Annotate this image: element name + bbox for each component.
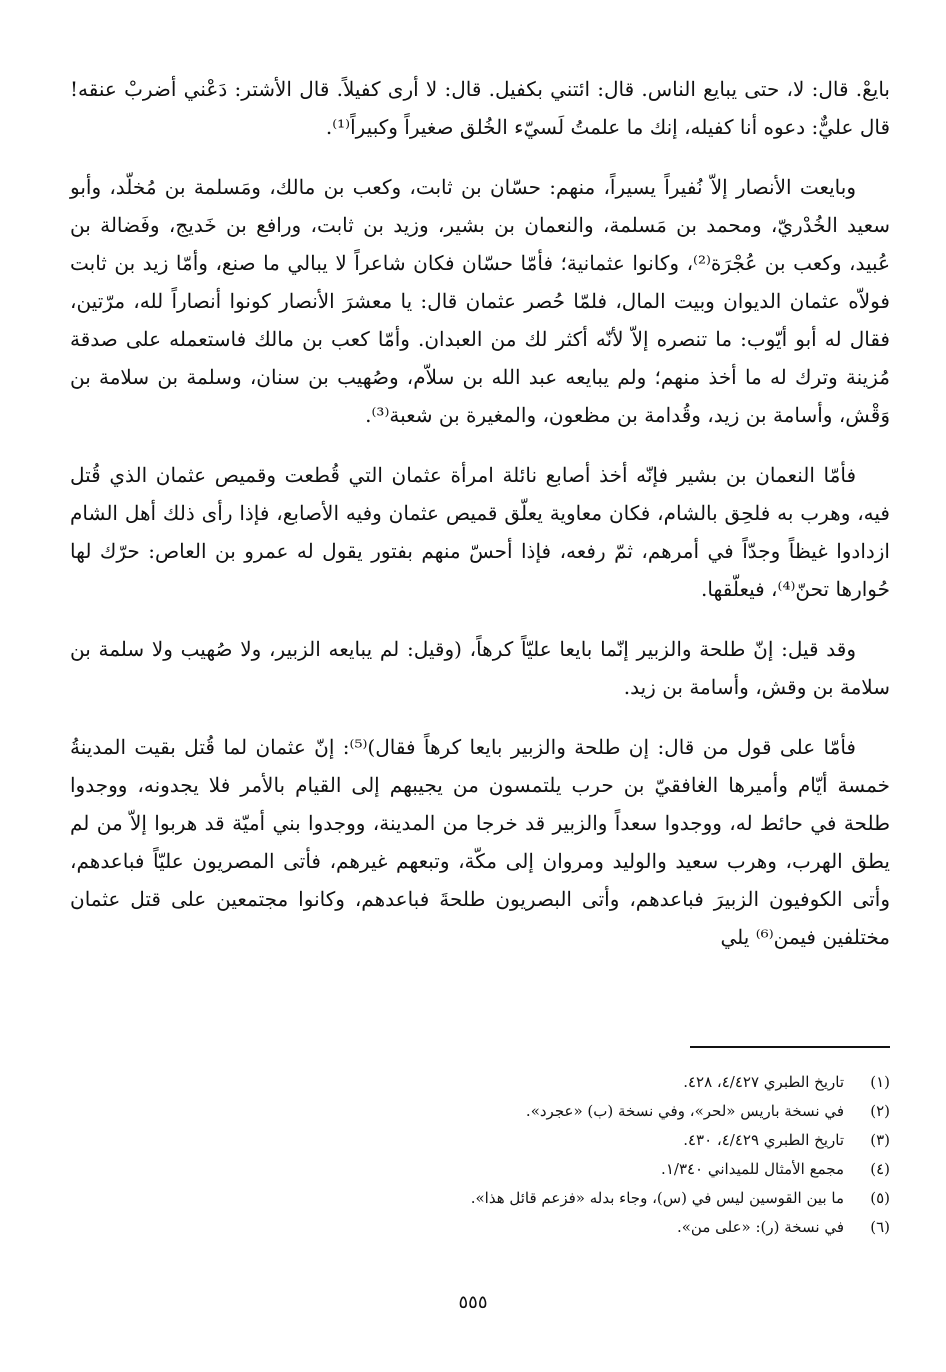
paragraph-1: بايعْ. قال: لا، حتى يبايع الناس. قال: ائتني بكفيل. قال: لا أرى كفيلاً. قال الأشتر: دَعْني أضربْ عنقه! قال عليٌّ: دعوه أنا كفيله، إنك ما علمتُ لَسيّء الخُلق صغيراً وكبيراً⁽¹⁾. [70,77,890,139]
footnote-number: (١) [870,1073,890,1091]
footnote-text: في نسخة باريس «لحر»، وفي نسخة (ب) «عجرد». [525,1102,844,1120]
footnote-number: (٣) [870,1131,890,1149]
paragraph-3: فأمّا النعمان بن بشير فإنّه أخذ أصابع نائلة امرأة عثمان التي قُطعت وقميص عثمان الذي قُتل فيه، وهرب به فلحِق بالشام، فكان معاوية يعلّق قميص عثمان وفيه الأصابع، فإذا رأى ذلك أهل الشام ازدادوا غيظاً وجدّاً في أمرهم، ثمّ رفعه، فإذا أحسّ منهم بفتور يقول له عمرو بن العاص: حرّك لها حُوارها تحنّ⁽⁴⁾، فيعلّقها. [70,463,890,601]
footnote-item [130,1126,890,1155]
footnote-number: (٦) [870,1218,890,1236]
footnote-text: تاريخ الطبري ٤/٤٢٩، ٤٣٠. [683,1131,844,1149]
footnote-number: (٥) [870,1189,890,1207]
footnote-number: (٤) [870,1160,890,1178]
paragraph-5: فأمّا على قول من قال: إن طلحة والزبير بايعا كرهاً فقال)⁽⁵⁾: إنّ عثمان لما قُتل بقيت المدينةُ خمسة أيّام وأميرها الغافقيّ بن حرب يلتمسون من يجيبهم إلى القيام بالأمر فلا يجدونه، ووجدوا طلحة في حائط له، ووجدوا سعداً والزبير قد خرجا من المدينة، ووجدوا بني أميّة قد هربوا إلاّ من لم يطق الهرب، وهرب سعيد والوليد ومروان إلى مكّة، وتبعهم غيرهم، فأتى المصريون عليّاً فباعدهم، وأتى الكوفيون الزبيرَ فباعدهم، وأتى البصريون طلحةَ فباعدهم، وكانوا مجتمعين على قتل عثمان مختلفين فيمن⁽⁶⁾ يلي [70,735,891,949]
paragraph-4: وقد قيل: إنّ طلحة والزبير إنّما بايعا عليّاً كرهاً، (وقيل: لم يبايعه الزبير، ولا صُهيب ولا سلمة بن سلامة بن وقش، وأسامة بن زيد. [70,637,890,699]
footnote-item [130,1213,890,1242]
paragraph-2: وبايعت الأنصار إلاّ نُفيراً يسيراً، منهم: حسّان بن ثابت، وكعب بن مالك، ومَسلمة بن مُخلّد، وأبو سعيد الخُدْريّ، ومحمد بن مَسلمة، والنعمان بن بشير، وزيد بن ثابت، ورافع بن خَديج، وفَضالة بن عُبيد، وكعب بن عُجْرَة⁽²⁾، وكانوا عثمانية؛ فأمّا حسّان فكان شاعراً لا يبالي ما صنع، وأمّا زيد بن ثابت فولاّه عثمان الديوان وبيت المال، فلمّا حُصر عثمان قال: يا معشرَ الأنصار كونوا أنصاراً لله، مرّتين، فقال له أبو أيّوب: ما تنصره إلاّ لأنّه أكثر لك من العبدان. وأمّا كعب بن مالك فاستعمله على صدقة مُزينة وترك له ما أخذ منهم؛ ولم يبايعه عبد الله بن سلاّم، وصُهيب بن سنان، وسلمة بن سلامة بن وَقْش، وأسامة بن زيد، وقُدامة بن مظعون، والمغيرة بن شعبة⁽³⁾. [70,175,890,427]
footnote-text: تاريخ الطبري ٤/٤٢٧، ٤٢٨. [683,1073,844,1091]
footnote-text: مجمع الأمثال للميداني ١/٣٤٠. [661,1160,844,1178]
footnote-number: (٢) [870,1102,890,1120]
footnote-item [130,1097,890,1126]
page-body [70,70,890,978]
footnote-item [130,1068,890,1097]
page-number: ٥٥٥ [458,1292,488,1313]
footnote-text: في نسخة (ر): «على من». [676,1218,844,1236]
footnote-item [130,1155,890,1184]
footnote-text: ما بين القوسين ليس في (س)، وجاء بدله «فزعم قائل هذا». [470,1189,844,1207]
footnote-item [130,1184,890,1213]
footnotes-list [130,1068,890,1242]
footnote-separator [690,1046,890,1048]
